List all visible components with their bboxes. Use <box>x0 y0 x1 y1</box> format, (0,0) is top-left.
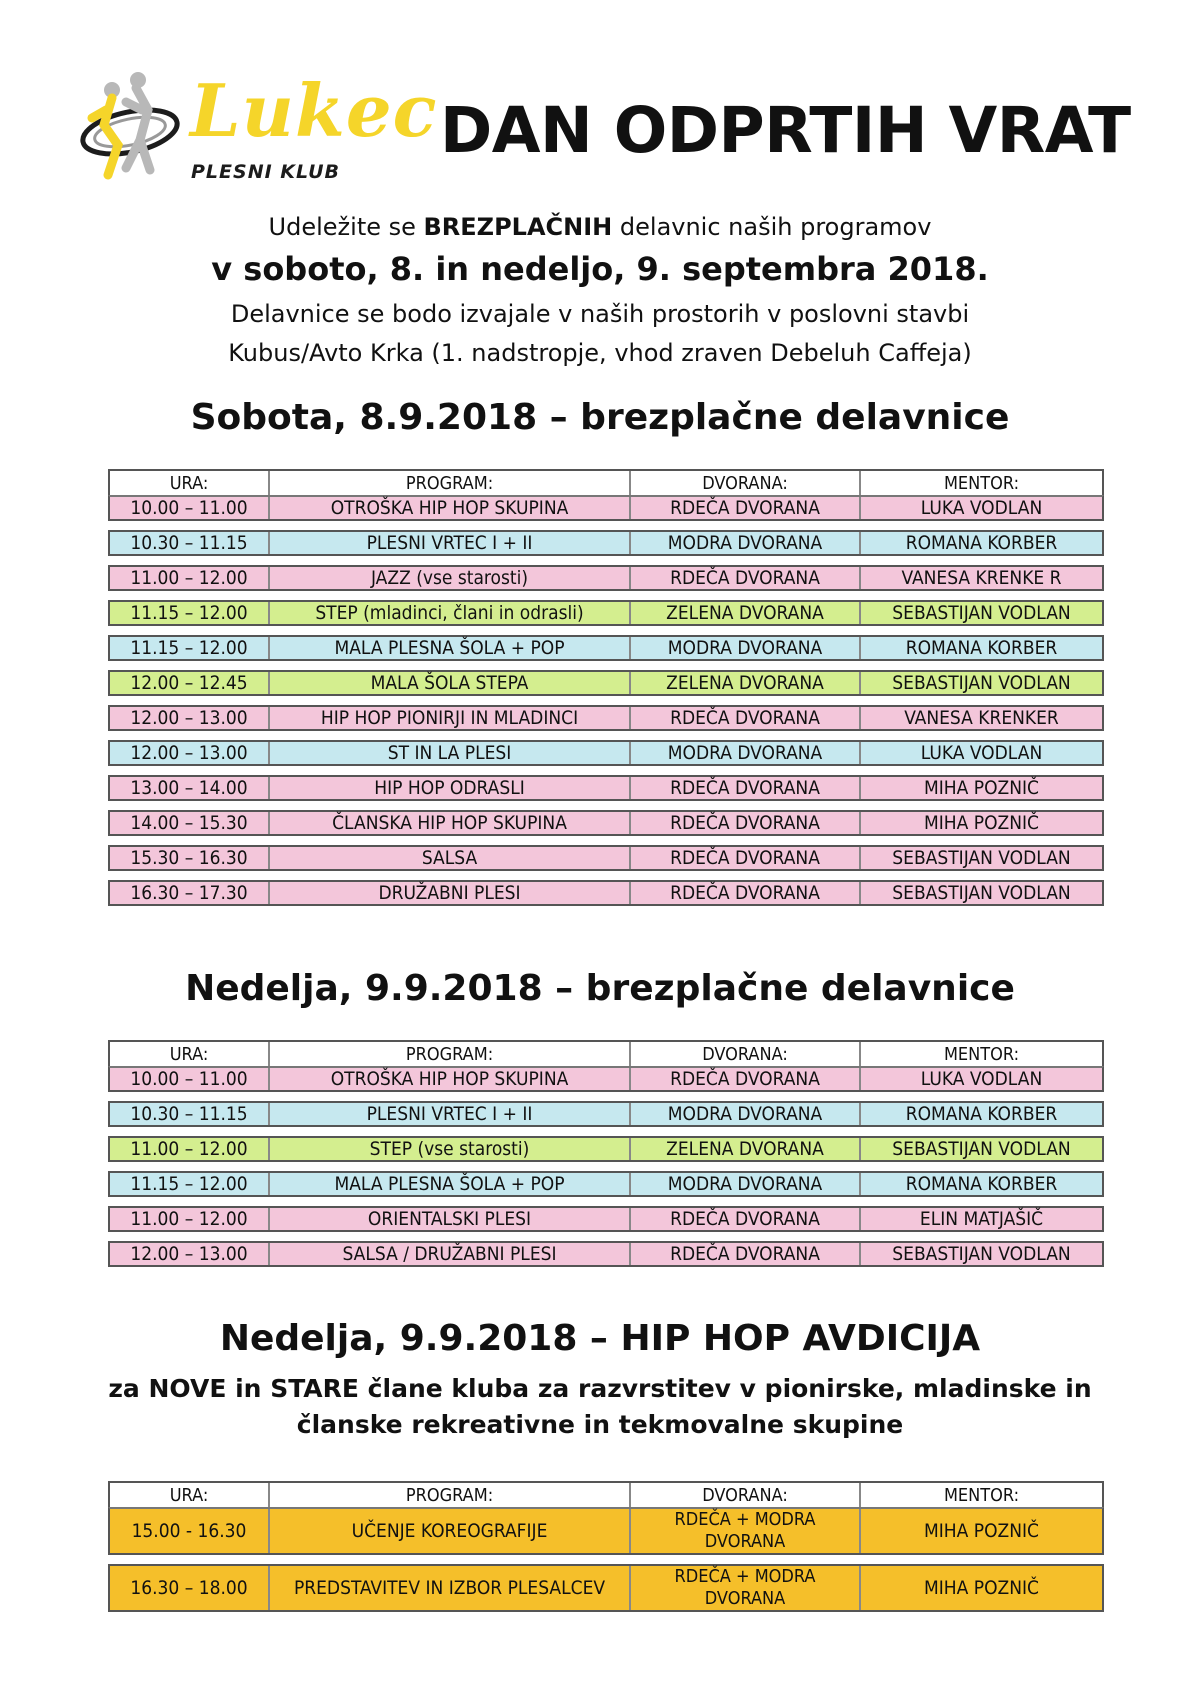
header-program: PROGRAM: <box>270 1483 631 1507</box>
table-header <box>108 1481 1104 1507</box>
cell-time: 11.00 – 12.00 <box>110 567 270 589</box>
cell-program: PLESNI VRTEC I + II <box>270 532 631 554</box>
cell-hall: MODRA DVORANA <box>631 1173 861 1195</box>
cell-mentor: MIHA POZNIČ <box>924 812 1039 834</box>
table-row <box>108 1241 1104 1267</box>
header-program: PROGRAM: <box>270 471 631 495</box>
cell-hall: RDEČA DVORANA <box>631 882 861 904</box>
cell-hall: RDEČA DVORANA <box>631 1243 861 1265</box>
cell-program: OTROŠKA HIP HOP SKUPINA <box>270 1068 631 1090</box>
header-time: URA: <box>110 1483 270 1507</box>
cell-time: 11.00 – 12.00 <box>110 1208 270 1230</box>
header-mentor: MENTOR: <box>943 1484 1020 1506</box>
table-row <box>108 1564 1104 1612</box>
row-gap <box>108 1555 1104 1564</box>
cell-hall-line-1: RDEČA + MODRA <box>674 1509 816 1530</box>
cell-hall: RDEČA DVORANA <box>631 707 861 729</box>
cell-mentor: ELIN MATJAŠIČ <box>919 1208 1044 1230</box>
row-gap <box>108 731 1104 740</box>
cell-hall: RDEČA DVORANA <box>631 497 861 519</box>
cell-program: HIP HOP PIONIRJI IN MLADINCI <box>270 707 631 729</box>
cell-program: OTROŠKA HIP HOP SKUPINA <box>270 497 631 519</box>
cell-hall: ZELENA DVORANA <box>631 1138 861 1160</box>
audition-note-1: za NOVE in STARE člane kluba za razvrstitev v pionirske, mladinske in <box>108 1374 1092 1403</box>
table-row <box>108 1066 1104 1092</box>
cell-time: 11.15 – 12.00 <box>110 1173 270 1195</box>
saturday-schedule-table <box>108 469 1104 906</box>
cell-program: MALA ŠOLA STEPA <box>270 672 631 694</box>
cell-time: 15.00 - 16.30 <box>110 1509 270 1553</box>
cell-hall: RDEČA DVORANA <box>631 812 861 834</box>
cell-program: STEP (mladinci, člani in odrasli) <box>270 602 631 624</box>
row-gap <box>108 1197 1104 1206</box>
cell-hall-line-1: RDEČA + MODRA <box>674 1566 816 1587</box>
row-gap <box>108 1127 1104 1136</box>
cell-time: 10.00 – 11.00 <box>110 1068 270 1090</box>
cell-hall: MODRA DVORANA <box>631 742 861 764</box>
table-row <box>108 1101 1104 1127</box>
dancers-logo-icon <box>78 70 188 182</box>
cell-program: ST IN LA PLESI <box>270 742 631 764</box>
cell-mentor: SEBASTIJAN VODLAN <box>892 602 1071 624</box>
cell-time: 16.30 – 17.30 <box>110 882 270 904</box>
cell-time: 10.30 – 11.15 <box>110 532 270 554</box>
cell-program: SALSA <box>270 847 631 869</box>
cell-program: STEP (vse starosti) <box>270 1138 631 1160</box>
cell-program: DRUŽABNI PLESI <box>270 882 631 904</box>
table-row <box>108 600 1104 626</box>
cell-program: PREDSTAVITEV IN IZBOR PLESALCEV <box>270 1566 631 1610</box>
table-row <box>108 1171 1104 1197</box>
table-header <box>108 469 1104 495</box>
cell-time: 10.00 – 11.00 <box>110 497 270 519</box>
cell-mentor: SEBASTIJAN VODLAN <box>892 882 1071 904</box>
cell-program: PLESNI VRTEC I + II <box>270 1103 631 1125</box>
cell-hall <box>631 1509 861 1553</box>
row-gap <box>108 626 1104 635</box>
cell-mentor: MIHA POZNIČ <box>924 1520 1039 1542</box>
club-logo <box>78 68 438 188</box>
cell-mentor: VANESA KRENKE R <box>901 567 1062 589</box>
cell-hall-line-2: DVORANA <box>704 1588 786 1609</box>
audition-schedule-table <box>108 1481 1104 1612</box>
table-row <box>108 530 1104 556</box>
table-header <box>108 1040 1104 1066</box>
cell-mentor: SEBASTIJAN VODLAN <box>892 672 1071 694</box>
table-row <box>108 1136 1104 1162</box>
cell-hall: RDEČA DVORANA <box>631 567 861 589</box>
cell-hall: MODRA DVORANA <box>631 1103 861 1125</box>
cell-mentor: ROMANA KORBER <box>905 532 1058 554</box>
header-time: URA: <box>110 471 270 495</box>
header-mentor: MENTOR: <box>943 1043 1020 1065</box>
cell-time: 11.15 – 12.00 <box>110 637 270 659</box>
audition-note-2: članske rekreativne in tekmovalne skupine <box>296 1410 904 1439</box>
cell-mentor: MIHA POZNIČ <box>924 1577 1039 1599</box>
cell-mentor: ROMANA KORBER <box>905 637 1058 659</box>
cell-program: MALA PLESNA ŠOLA + POP <box>270 637 631 659</box>
table-row <box>108 845 1104 871</box>
sunday-schedule-table <box>108 1040 1104 1267</box>
cell-hall: ZELENA DVORANA <box>631 602 861 624</box>
cell-mentor: VANESA KRENKER <box>904 707 1059 729</box>
row-gap <box>108 836 1104 845</box>
cell-mentor: ROMANA KORBER <box>905 1103 1058 1125</box>
cell-mentor: LUKA VODLAN <box>920 497 1043 519</box>
intro-line-4: Kubus/Avto Krka (1. nadstropje, vhod zraven Debeluh Caffeja) <box>228 339 972 367</box>
cell-hall <box>631 1566 861 1610</box>
row-gap <box>108 1162 1104 1171</box>
cell-time: 12.00 – 13.00 <box>110 1243 270 1265</box>
cell-mentor: LUKA VODLAN <box>920 1068 1043 1090</box>
audition-title: Nedelja, 9.9.2018 – HIP HOP AVDICIJA <box>219 1318 981 1359</box>
cell-hall: MODRA DVORANA <box>631 637 861 659</box>
table-row <box>108 775 1104 801</box>
table-row <box>108 705 1104 731</box>
table-row <box>108 810 1104 836</box>
cell-hall: RDEČA DVORANA <box>631 777 861 799</box>
row-gap <box>108 696 1104 705</box>
cell-program: MALA PLESNA ŠOLA + POP <box>270 1173 631 1195</box>
table-row <box>108 880 1104 906</box>
logo-text: Lukec <box>190 68 438 153</box>
cell-mentor: SEBASTIJAN VODLAN <box>892 847 1071 869</box>
cell-hall: ZELENA DVORANA <box>631 672 861 694</box>
cell-mentor: SEBASTIJAN VODLAN <box>892 1138 1071 1160</box>
cell-time: 16.30 – 18.00 <box>110 1566 270 1610</box>
cell-program: SALSA / DRUŽABNI PLESI <box>270 1243 631 1265</box>
cell-mentor: ROMANA KORBER <box>905 1173 1058 1195</box>
cell-hall: RDEČA DVORANA <box>631 1208 861 1230</box>
cell-time: 11.15 – 12.00 <box>110 602 270 624</box>
header-time: URA: <box>110 1042 270 1066</box>
table-row <box>108 565 1104 591</box>
cell-hall: RDEČA DVORANA <box>631 847 861 869</box>
row-gap <box>108 1232 1104 1241</box>
cell-time: 10.30 – 11.15 <box>110 1103 270 1125</box>
row-gap <box>108 521 1104 530</box>
row-gap <box>108 766 1104 775</box>
table-row <box>108 1206 1104 1232</box>
row-gap <box>108 556 1104 565</box>
cell-time: 12.00 – 13.00 <box>110 742 270 764</box>
row-gap <box>108 591 1104 600</box>
cell-time: 13.00 – 14.00 <box>110 777 270 799</box>
sunday-title: Nedelja, 9.9.2018 – brezplačne delavnice <box>185 968 1015 1009</box>
table-row <box>108 635 1104 661</box>
intro-line-2: v soboto, 8. in nedeljo, 9. septembra 2018. <box>211 250 989 288</box>
row-gap <box>108 801 1104 810</box>
cell-hall: RDEČA DVORANA <box>631 1068 861 1090</box>
cell-program: UČENJE KOREOGRAFIJE <box>270 1509 631 1553</box>
logo-subtext: PLESNI KLUB <box>191 161 340 183</box>
header-hall: DVORANA: <box>631 1483 861 1507</box>
intro-line-1: Udeležite se BREZPLAČNIH delavnic naših programov <box>268 213 932 241</box>
cell-program: JAZZ (vse starosti) <box>270 567 631 589</box>
intro-line-3: Delavnice se bodo izvajale v naših prostorih v poslovni stavbi <box>230 300 970 328</box>
table-row <box>108 740 1104 766</box>
cell-hall: MODRA DVORANA <box>631 532 861 554</box>
cell-time: 14.00 – 15.30 <box>110 812 270 834</box>
row-gap <box>108 661 1104 670</box>
table-row <box>108 495 1104 521</box>
saturday-title: Sobota, 8.9.2018 – brezplačne delavnice <box>190 397 1010 438</box>
header-hall: DVORANA: <box>631 471 861 495</box>
row-gap <box>108 1092 1104 1101</box>
row-gap <box>108 871 1104 880</box>
cell-time: 15.30 – 16.30 <box>110 847 270 869</box>
cell-program: ČLANSKA HIP HOP SKUPINA <box>270 812 631 834</box>
cell-time: 12.00 – 13.00 <box>110 707 270 729</box>
cell-program: HIP HOP ODRASLI <box>270 777 631 799</box>
header-program: PROGRAM: <box>270 1042 631 1066</box>
header-mentor: MENTOR: <box>943 472 1020 494</box>
cell-mentor: LUKA VODLAN <box>920 742 1043 764</box>
cell-hall-line-2: DVORANA <box>704 1531 786 1552</box>
cell-program: ORIENTALSKI PLESI <box>270 1208 631 1230</box>
page-title: DAN ODPRTIH VRAT <box>440 94 1131 167</box>
cell-mentor: SEBASTIJAN VODLAN <box>892 1243 1071 1265</box>
table-row <box>108 1507 1104 1555</box>
cell-time: 12.00 – 12.45 <box>110 672 270 694</box>
table-row <box>108 670 1104 696</box>
cell-mentor: MIHA POZNIČ <box>924 777 1039 799</box>
cell-time: 11.00 – 12.00 <box>110 1138 270 1160</box>
header-hall: DVORANA: <box>631 1042 861 1066</box>
